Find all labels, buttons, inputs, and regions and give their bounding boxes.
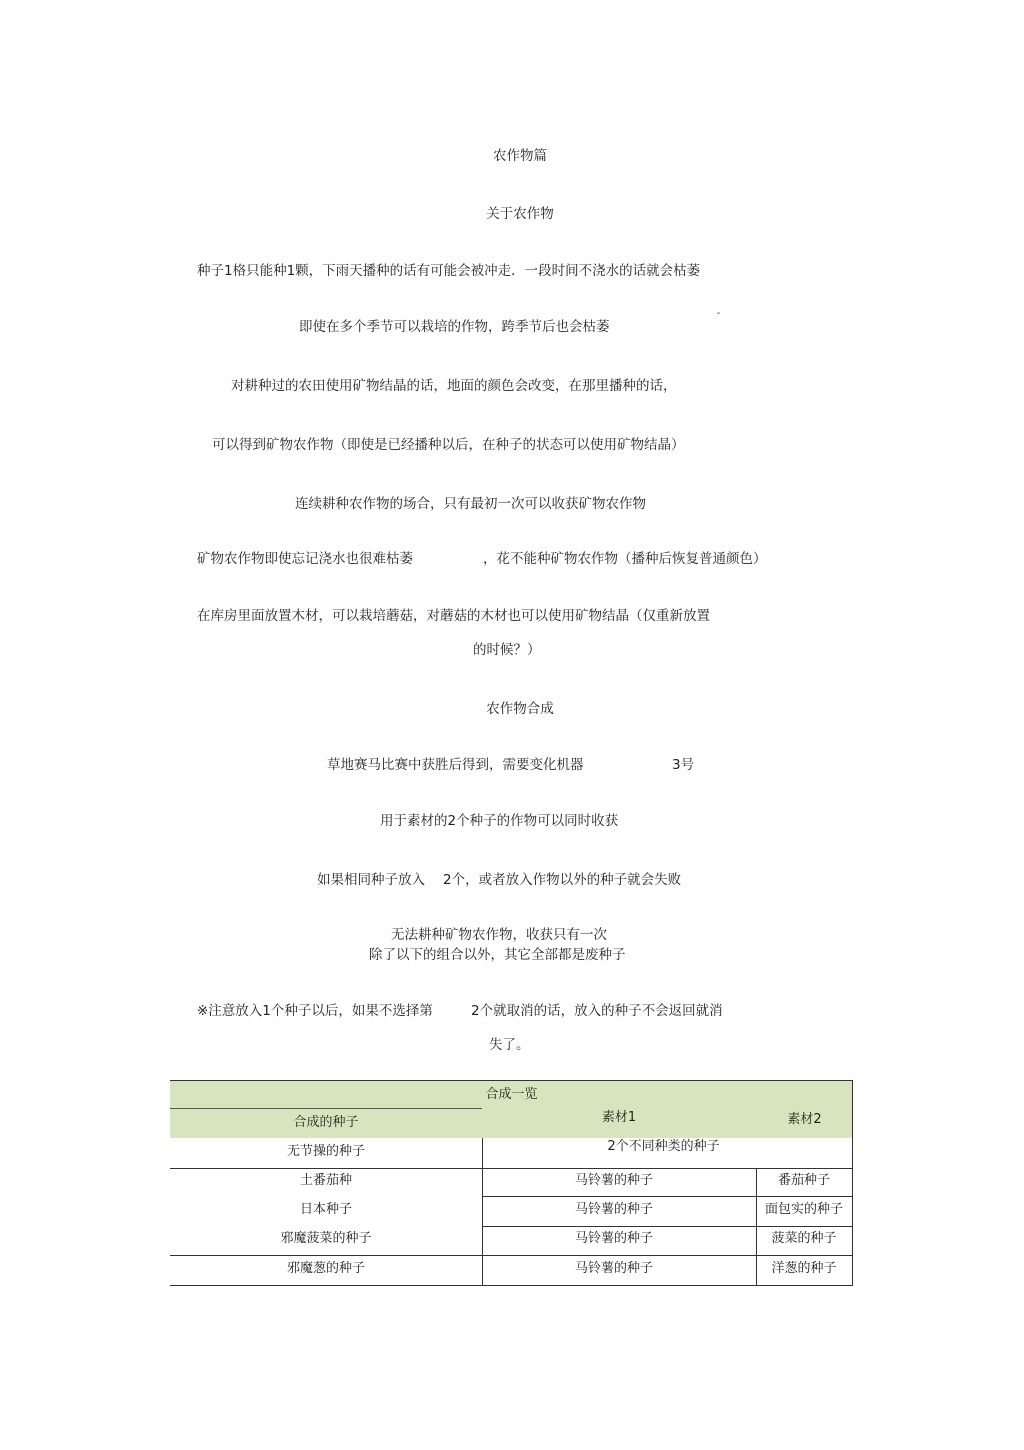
table-cell-material-1: 2个不同种类的种子 (607, 1139, 720, 1154)
table-cell-material-2: 洋葱的种子 (771, 1261, 837, 1276)
section-heading-about-crops: 关于农作物 (486, 206, 554, 222)
table-cell-material-1: 马铃薯的种子 (574, 1173, 653, 1188)
table-cell-material-1: 马铃薯的种子 (574, 1261, 653, 1276)
header-result-seed: 合成的种子 (293, 1115, 359, 1130)
table-divider (170, 1108, 482, 1109)
paragraph: 矿物农作物即使忘记浇水也很难枯萎 (197, 551, 413, 567)
row-divider (482, 1196, 853, 1197)
synthesis-text: 用于素材的2个种子的作物可以同时收获 (380, 813, 619, 829)
synthesis-text: 草地赛马比赛中获胜后得到，需要变化机器 (327, 757, 584, 773)
paragraph: 对耕种过的农田使用矿物结晶的话，地面的颜色会改变，在那里播种的话， (231, 378, 677, 394)
table-border (170, 1080, 853, 1081)
paragraph: 即使在多个季节可以栽培的作物，跨季节后也会枯萎 (299, 319, 610, 335)
synthesis-text: 失了。 (489, 1037, 530, 1053)
table-cell-material-2: 菠菜的种子 (771, 1231, 837, 1246)
stray-mark: ˆ (716, 312, 721, 323)
synthesis-text: 除了以下的组合以外，其它全部都是废种子 (369, 947, 626, 963)
synthesis-text: 2个就取消的话，放入的种子不会返回就消 (471, 1003, 723, 1019)
table-cell-material-2: 面包实的种子 (764, 1202, 843, 1217)
synthesis-text: 无法耕种矿物农作物，收获只有一次 (391, 927, 607, 943)
table-cell-result: 无节操的种子 (286, 1144, 365, 1159)
table-cell-result: 邪魔菠菜的种子 (280, 1231, 372, 1246)
row-divider (170, 1255, 853, 1256)
table-cell-material-1: 马铃薯的种子 (574, 1231, 653, 1246)
paragraph: 在库房里面放置木材，可以栽培蘑菇，对蘑菇的木材也可以使用矿物结晶（仅重新放置 (197, 608, 710, 624)
row-divider (170, 1168, 853, 1169)
table-cell-result: 邪魔葱的种子 (286, 1261, 365, 1276)
row-divider (170, 1285, 853, 1286)
header-material-1: 素材1 (601, 1110, 637, 1125)
table-cell-result: 土番茄种 (299, 1173, 352, 1188)
paragraph: 的时候？） (473, 642, 541, 658)
synthesis-text: 3号 (672, 757, 695, 773)
synthesis-text: ※注意放入1个种子以后，如果不选择第 (197, 1003, 433, 1019)
page-title: 农作物篇 (493, 148, 547, 164)
paragraph: 种子1格只能种1颗，下雨天播种的话有可能会被冲走．一段时间不浇水的话就会枯萎 (197, 263, 701, 279)
synthesis-table (170, 1080, 853, 1286)
paragraph: 可以得到矿物农作物（即使是已经播种以后，在种子的状态可以使用矿物结晶） (212, 437, 685, 453)
synthesis-text: 如果相同种子放入 (317, 872, 425, 888)
section-heading-crop-synthesis: 农作物合成 (486, 701, 554, 717)
synthesis-text: 2个，或者放入作物以外的种子就会失败 (443, 872, 682, 888)
paragraph: 连续耕种农作物的场合，只有最初一次可以收获矿物农作物 (295, 496, 646, 512)
table-cell-material-2: 番茄种子 (777, 1173, 830, 1188)
paragraph: ，花不能种矿物农作物（播种后恢复普通颜色） (483, 551, 767, 567)
header-material-2: 素材2 (787, 1112, 822, 1127)
table-cell-result: 日本种子 (299, 1202, 352, 1217)
table-cell-material-1: 马铃薯的种子 (574, 1202, 653, 1217)
table-title: 合成一览 (485, 1087, 538, 1102)
table-border (852, 1080, 853, 1286)
row-divider (482, 1226, 853, 1227)
